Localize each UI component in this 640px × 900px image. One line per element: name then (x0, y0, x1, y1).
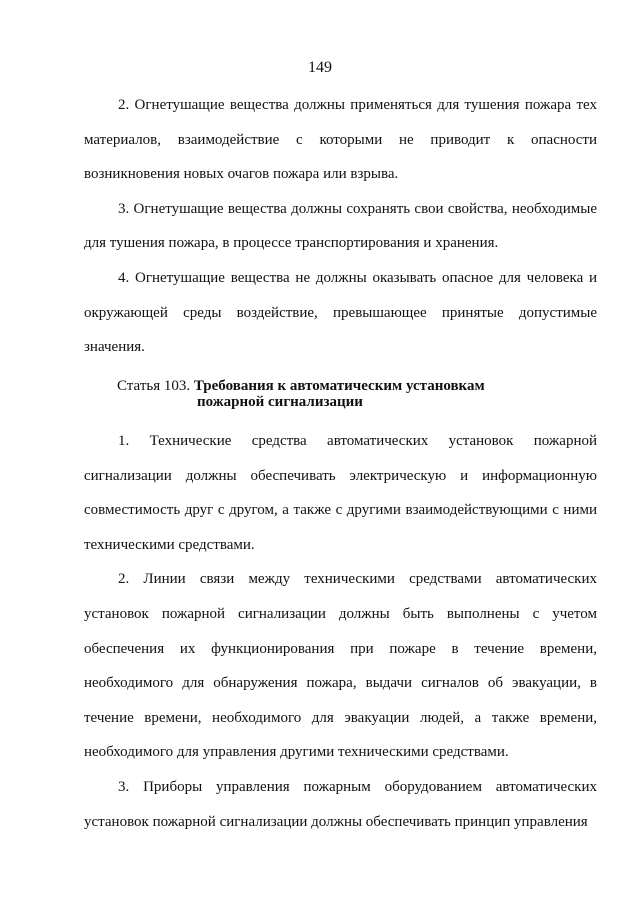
article-title-line-1: Требования к автоматическим установкам (193, 378, 485, 394)
page-number: 149 (308, 59, 332, 76)
article-number: Статья 103. (117, 378, 191, 394)
article-paragraph-1: 1. Технические средства автоматических установок пожарной сигнализации должны обеспечивать электрическую и информационную совместимость друг с другом, а также с другими взаимодействующими с ними техническими средствами. (84, 433, 597, 553)
bottom-text-block (84, 424, 597, 839)
article-paragraph-2: 2. Линии связи между техническими средствами автоматических установок пожарной сигнализации должны быть выполнены с учетом обеспечения их функционирования при пожаре в течение времени, необходимого для обнаружения пожара, выдачи сигналов об эвакуации, в течение времени, необходимого для эвакуации людей, а также времени, необходимого для управления другими техническими средствами. (84, 571, 597, 761)
paragraph-2: 2. Огнетушащие вещества должны применяться для тушения пожара тех материалов, взаимодействие с которыми не приводит к опасности возникновения новых очагов пожара или взрыва. (84, 97, 597, 183)
article-paragraph-3: 3. Приборы управления пожарным оборудованием автоматических установок пожарной сигнализации должны обеспечивать принцип управления (84, 778, 597, 830)
article-title-line-2: пожарной сигнализации (197, 394, 363, 410)
paragraph-3: 3. Огнетушащие вещества должны сохранять свои свойства, необходимые для тушения пожара, в процессе транспортирования и хранения. (84, 200, 597, 252)
article-heading (117, 378, 587, 410)
top-text-block (84, 88, 597, 365)
paragraph-4: 4. Огнетушащие вещества не должны оказывать опасное для человека и окружающей среды воздействие, превышающее принятые допустимые значения. (84, 269, 597, 356)
